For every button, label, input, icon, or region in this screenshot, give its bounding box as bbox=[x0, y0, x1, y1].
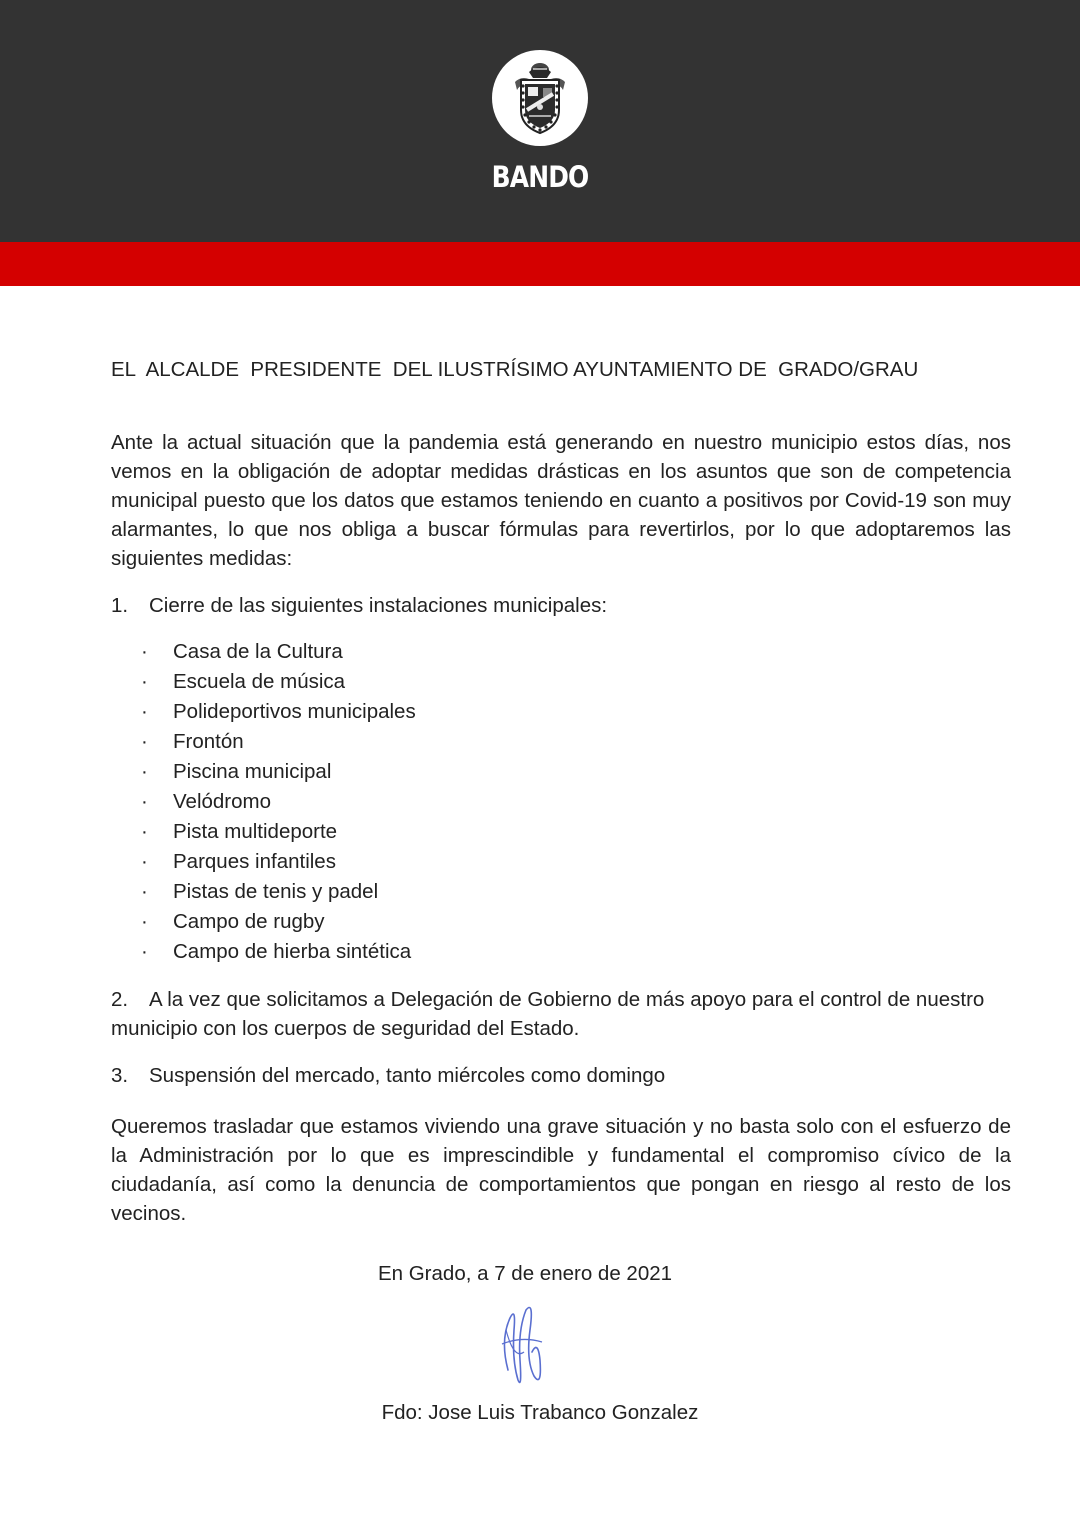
list-item bbox=[111, 667, 1011, 697]
facility-name: Piscina municipal bbox=[173, 760, 332, 783]
facility-name: Casa de la Cultura bbox=[173, 640, 343, 663]
list-item bbox=[111, 817, 1011, 847]
document-type-title: BANDO bbox=[491, 160, 589, 194]
list-item bbox=[111, 787, 1011, 817]
facilities-list bbox=[111, 637, 1011, 967]
bullet-marker: · bbox=[141, 820, 148, 843]
list-item bbox=[111, 727, 1011, 757]
facility-name: Pistas de tenis y padel bbox=[173, 880, 379, 903]
list-item bbox=[111, 937, 1011, 967]
accent-band bbox=[0, 242, 1080, 286]
handwritten-signature-icon bbox=[494, 1300, 550, 1392]
measure-3 bbox=[111, 1061, 1011, 1090]
measure-text: Suspensión del mercado, tanto miércoles como domingo bbox=[149, 1064, 666, 1087]
place-date: En Grado, a 7 de enero de 2021 bbox=[377, 1262, 673, 1285]
facility-name: Polideportivos municipales bbox=[173, 700, 416, 723]
coat-of-arms-icon bbox=[492, 50, 588, 146]
list-item bbox=[111, 877, 1011, 907]
document-body bbox=[111, 355, 1011, 1228]
facility-name: Pista multideporte bbox=[173, 820, 338, 843]
closing-paragraph: Queremos trasladar que estamos viviendo una grave situación y no basta solo con el esfuerzo de la Administración por lo que es imprescindible y fundamental el compromiso cívico de la ciudadanía, así como la denuncia de comportamientos que pongan en riesgo al resto de los vecinos. bbox=[111, 1115, 1011, 1225]
measure-text: A la vez que solicitamos a Delegación de Gobierno de más apoyo para el control de nuestro municipio con los cuerpos de seguridad del Estado. bbox=[111, 988, 985, 1040]
bullet-marker: · bbox=[141, 850, 148, 873]
intro-paragraph: Ante la actual situación que la pandemia está generando en nuestro municipio estos días, nos vemos en la obligación de adoptar medidas drásticas en los asuntos que son de competencia municipal puesto que los datos que estamos teniendo en cuanto a positivos por Covid-19 son muy alarmantes, lo que nos obliga a buscar fórmulas para revertirlos, por lo que adoptaremos las siguientes medidas: bbox=[111, 431, 1011, 570]
bullet-marker: · bbox=[141, 700, 148, 723]
facility-name: Frontón bbox=[173, 730, 244, 753]
list-item bbox=[111, 757, 1011, 787]
bullet-marker: · bbox=[141, 730, 148, 753]
bullet-marker: · bbox=[141, 940, 148, 963]
measure-2 bbox=[111, 985, 1011, 1043]
measure-1 bbox=[111, 591, 1011, 620]
header-bar bbox=[0, 0, 1080, 242]
bullet-marker: · bbox=[141, 880, 148, 903]
list-item bbox=[111, 907, 1011, 937]
measure-number: 3. bbox=[111, 1064, 129, 1087]
measure-text: Cierre de las siguientes instalaciones municipales: bbox=[149, 594, 608, 617]
measure-number: 2. bbox=[111, 988, 129, 1011]
facility-name: Velódromo bbox=[173, 790, 272, 813]
list-item bbox=[111, 637, 1011, 667]
bullet-marker: · bbox=[141, 640, 148, 663]
signer-name: Fdo: Jose Luis Trabanco Gonzalez bbox=[381, 1401, 699, 1424]
bullet-marker: · bbox=[141, 760, 148, 783]
coat-of-arms-svg bbox=[507, 60, 573, 136]
facility-name: Parques infantiles bbox=[173, 850, 336, 873]
facility-name: Campo de rugby bbox=[173, 910, 325, 933]
facility-name: Escuela de música bbox=[173, 670, 346, 693]
measure-number: 1. bbox=[111, 594, 129, 617]
facility-name: Campo de hierba sintética bbox=[173, 940, 412, 963]
issuer-heading: EL ALCALDE PRESIDENTE DEL ILUSTRÍSIMO AYUNTAMIENTO DE GRADO/GRAU bbox=[111, 358, 919, 381]
list-item bbox=[111, 697, 1011, 727]
bullet-marker: · bbox=[141, 910, 148, 933]
list-item bbox=[111, 847, 1011, 877]
bullet-marker: · bbox=[141, 670, 148, 693]
bullet-marker: · bbox=[141, 790, 148, 813]
